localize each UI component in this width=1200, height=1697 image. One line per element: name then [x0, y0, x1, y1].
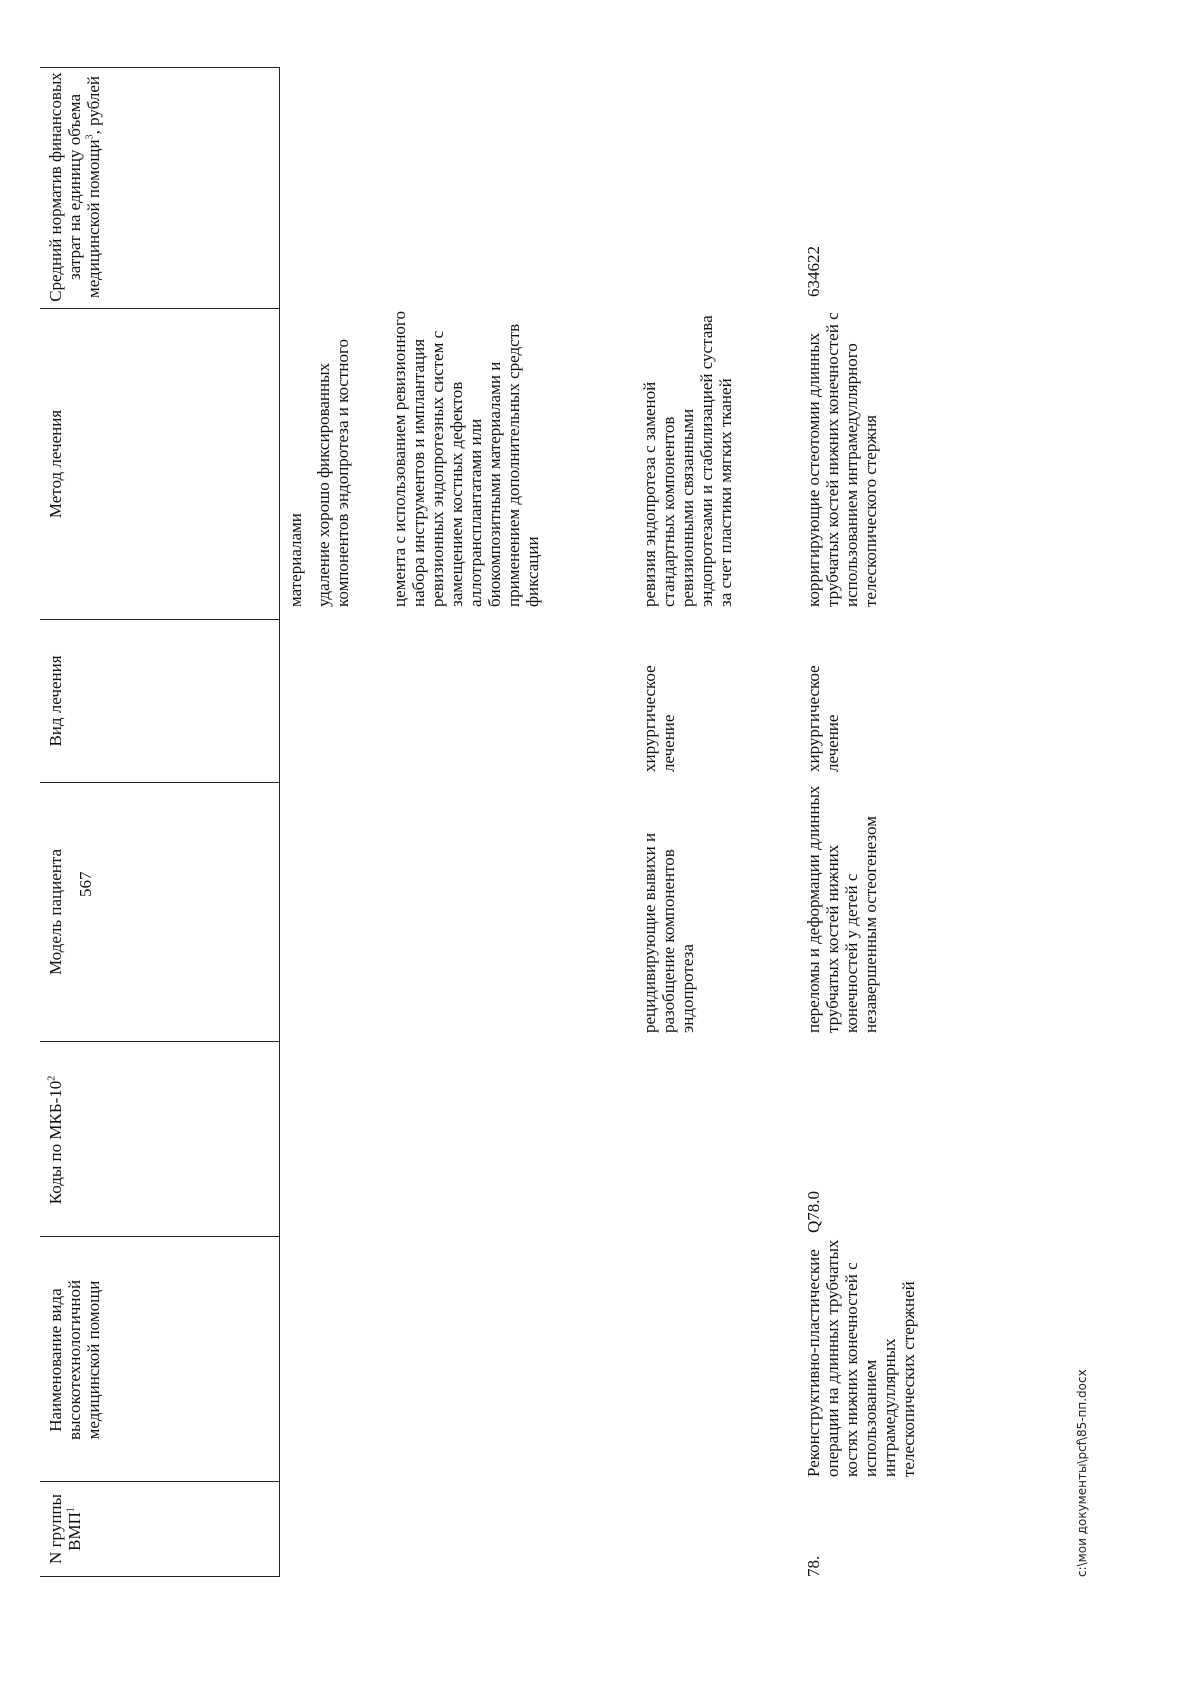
group-number: 78.	[804, 1555, 823, 1577]
header-treatment-type: Вид лечения	[46, 655, 65, 747]
footer-file-path: c:\мои документы\рсf\85-пп.docx	[1075, 1369, 1089, 1577]
column-divider	[40, 619, 279, 620]
header-cost: Средний норматив финансовых затрат на единицу объема медицинской помощи$^3$, рублей	[46, 72, 103, 302]
patient-model: рецидивирующие вывихи и разобщение компонентов эндопротеза	[640, 832, 697, 1033]
header-method: Метод лечения	[46, 409, 65, 519]
treatment-type: хирургическое лечение	[804, 665, 842, 772]
column-divider	[40, 1236, 279, 1237]
table-header	[40, 67, 280, 1577]
header-group-no: N группы ВМП$^1$	[46, 1494, 84, 1564]
icd-code: Q78.0	[804, 1190, 823, 1233]
method-text: удаление хорошо фиксированных компонентов эндопротеза и костного	[314, 338, 352, 607]
header-model: Модель пациента	[46, 848, 65, 976]
column-divider	[40, 308, 279, 309]
cost-value: 634622	[804, 246, 823, 297]
vmp-name: Реконструктивно-пластические операции на длинных трубчатых костях нижних конечностей с использованием интрамедуллярных телескопических стержней	[804, 1239, 918, 1477]
treatment-type: хирургическое лечение	[640, 665, 678, 772]
method-text: цемента с использованием ревизионного набора инструментов и имплантация ревизионных эндопротезных систем с замещением костных дефектов аллотрансплантатами или биокомпозитными материалами и применением дополнительных средств фиксации	[390, 311, 542, 607]
method-text: материалами	[286, 513, 305, 607]
page-number: 567	[76, 871, 95, 897]
patient-model: переломы и деформации длинных трубчатых костей нижних конечностей у детей с незавершенным остеогенезом	[804, 785, 880, 1033]
header-name: Наименование вида высокотехнологичной медицинской помощи	[46, 1279, 103, 1441]
column-divider	[40, 1481, 279, 1482]
method-text: корригирующие остеотомии длинных трубчатых костей нижних конечностей с использованием интрамедуллярного телескопического стержня	[804, 312, 880, 607]
column-divider	[40, 782, 279, 783]
method-text: ревизия эндопротеза с заменой стандартных компонентов ревизионными связанными эндопротезами и стабилизацией сустава за счет пластики мягких тканей	[640, 315, 735, 607]
column-divider	[40, 1041, 279, 1042]
header-codes: Коды по МКБ-$10^2$	[46, 1075, 65, 1205]
